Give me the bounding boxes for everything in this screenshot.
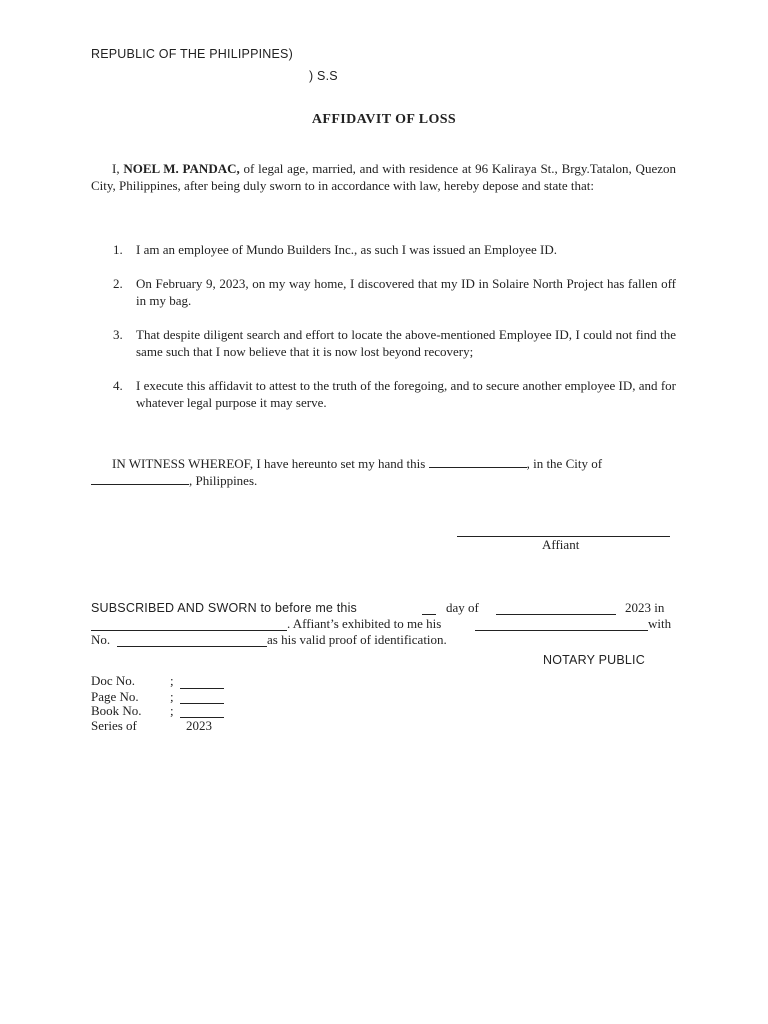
item-text: I am an employee of Mundo Builders Inc., as such I was issued an Employee ID. — [136, 242, 557, 257]
item-text: That despite diligent search and effort to locate the above-mentioned Employee ID, I could not find the same such that I now believe that it is now lost beyond recovery; — [136, 327, 676, 359]
page-no-label: Page No. — [91, 689, 139, 704]
jurat-text-7: as his valid proof of identification. — [267, 632, 447, 647]
affiant-label: Affiant — [542, 537, 580, 552]
intro-paragraph — [91, 160, 676, 194]
jurat-text-2: day of — [446, 600, 479, 615]
jurat-text-1: SUBSCRIBED AND SWORN to before me this — [91, 601, 358, 615]
intro-prefix: I, — [112, 161, 124, 176]
intro-body: of legal age, married, and with residence at 96 Kaliraya St., Brgy.Tatalon, Quezon City, Philippines, after being duly sworn to in accordance with law, hereby depose and state that: — [91, 161, 676, 193]
item-number: 2. — [113, 276, 123, 291]
witness-line-2 — [91, 472, 257, 489]
jurat-text-3: 2023 in — [625, 600, 665, 615]
day-blank — [422, 614, 436, 615]
affiant-name: NOEL M. PANDAC, — [123, 161, 240, 176]
item-number: 1. — [113, 242, 123, 257]
book-no-separator: ; — [170, 703, 174, 718]
doc-no-blank — [180, 688, 224, 689]
notary-public-label: NOTARY PUBLIC — [543, 653, 645, 667]
witness-text-2: , in the City of — [526, 456, 603, 471]
doc-no-label: Doc No. — [91, 673, 136, 688]
document-title: AFFIDAVIT OF LOSS — [311, 112, 457, 127]
city-blank — [91, 472, 189, 485]
witness-text-1: IN WITNESS WHEREOF, I have hereunto set my hand this — [112, 456, 429, 471]
jurat-text-5: with — [648, 616, 672, 631]
series-year: 2023 — [186, 718, 212, 733]
witness-text-3: , Philippines. — [189, 473, 258, 488]
ss-marker: ) S.S — [309, 69, 338, 83]
list-item — [91, 377, 676, 411]
jurat-text-6: No. — [91, 632, 111, 647]
month-blank — [496, 614, 616, 615]
item-text: I execute this affidavit to attest to the truth of the foregoing, and to secure another employee ID, and for whatever legal purpose it may serve. — [136, 378, 676, 410]
statement-list — [91, 241, 676, 411]
id-number-blank — [117, 646, 267, 647]
page-no-blank — [180, 703, 224, 704]
page-no-separator: ; — [170, 689, 174, 704]
list-item — [91, 275, 676, 309]
series-label: Series of — [91, 718, 137, 733]
list-item — [91, 241, 676, 258]
item-number: 4. — [113, 378, 123, 393]
item-number: 3. — [113, 327, 123, 342]
jurisdiction-header: REPUBLIC OF THE PHILIPPINES) — [91, 47, 293, 61]
doc-no-separator: ; — [170, 673, 174, 688]
date-blank — [429, 455, 527, 468]
id-type-blank — [475, 630, 648, 631]
list-item — [91, 326, 676, 360]
jurat-text-4: . Affiant’s exhibited to me his — [287, 616, 442, 631]
witness-paragraph — [91, 455, 676, 472]
book-no-label: Book No. — [91, 703, 142, 718]
item-text: On February 9, 2023, on my way home, I discovered that my ID in Solaire North Project has fallen off in my bag. — [136, 276, 676, 308]
place-blank — [91, 630, 287, 631]
